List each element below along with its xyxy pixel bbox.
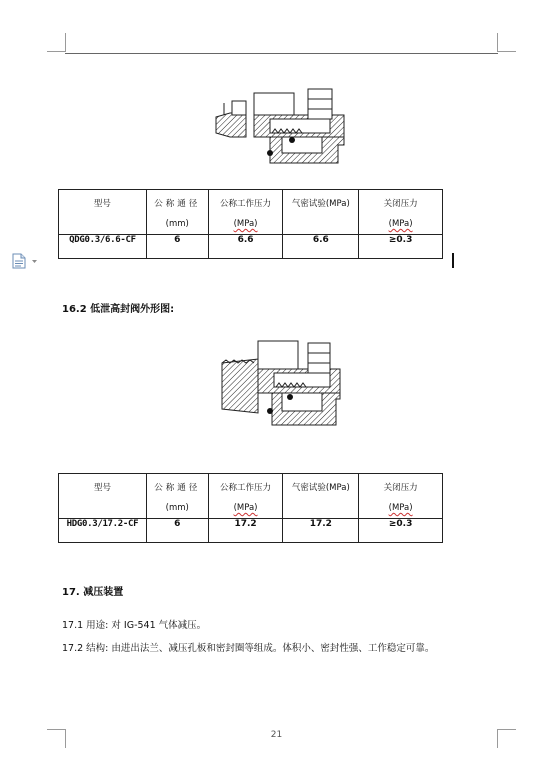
header-pressure-unit: (MPa) [233, 503, 258, 513]
spec-table-2 [58, 473, 443, 543]
header-diameter-unit: (mm) [165, 503, 189, 513]
table-row [59, 235, 443, 259]
header-closing-unit: (MPa) [388, 503, 413, 513]
header-closing-pressure [359, 474, 443, 519]
cell-model: HDG0.3/17.2-CF [59, 519, 147, 543]
section-17-heading: 17. 减压装置 [62, 587, 124, 598]
spec-table-1 [58, 189, 443, 259]
cell-closing-pressure: ≥0.3 [359, 235, 443, 259]
header-airtight-label: 气密试验(MPa) [291, 483, 350, 493]
page-number: 21 [270, 730, 283, 740]
header-pressure-label: 公称工作压力 [220, 483, 272, 493]
header-closing-unit: (MPa) [388, 219, 413, 229]
header-airtight-test [283, 190, 359, 235]
cell-closing-pressure: ≥0.3 [359, 519, 443, 543]
cell-diameter: 6 [146, 519, 208, 543]
header-diameter-unit: (mm) [165, 219, 189, 229]
section-16-2-heading: 16.2 低泄高封阀外形图: [62, 304, 175, 315]
section-17-2-paragraph: 17.2 结构: 由进出法兰、减压孔板和密封圈等组成。体积小、密封性强、工作稳定可靠。 [62, 643, 435, 654]
header-closing-label: 关闭压力 [383, 199, 418, 209]
header-model [59, 190, 147, 235]
cell-working-pressure: 6.6 [208, 235, 283, 259]
table-header-row [59, 190, 443, 235]
text-cursor [452, 253, 454, 268]
cell-model: QDG0.3/6.6-CF [59, 235, 147, 259]
valve-drawing-2 [218, 335, 348, 430]
header-pressure-unit: (MPa) [233, 219, 258, 229]
table-header-row [59, 474, 443, 519]
header-diameter-label: 公称通径 [154, 483, 201, 493]
header-nominal-diameter [146, 190, 208, 235]
header-diameter-label: 公称通径 [154, 199, 201, 209]
header-airtight-test [283, 474, 359, 519]
header-airtight-label: 气密试验(MPa) [291, 199, 350, 209]
cell-airtight-test: 6.6 [283, 235, 359, 259]
header-model-label: 型号 [93, 483, 111, 493]
cell-working-pressure: 17.2 [208, 519, 283, 543]
corner-mark-top-left [47, 33, 66, 52]
header-pressure-label: 公称工作压力 [220, 199, 272, 209]
header-nominal-diameter [146, 474, 208, 519]
valve-drawing-1 [210, 85, 350, 175]
document-icon[interactable] [11, 253, 41, 269]
header-closing-pressure [359, 190, 443, 235]
header-working-pressure [208, 474, 283, 519]
section-17-1-paragraph: 17.1 用途: 对 IG-541 气体减压。 [62, 620, 207, 631]
header-closing-label: 关闭压力 [383, 483, 418, 493]
header-working-pressure [208, 190, 283, 235]
header-model [59, 474, 147, 519]
header-rule [65, 53, 498, 54]
table-row [59, 519, 443, 543]
corner-mark-top-right [497, 33, 516, 52]
cell-diameter: 6 [146, 235, 208, 259]
header-model-label: 型号 [93, 199, 111, 209]
cell-airtight-test: 17.2 [283, 519, 359, 543]
